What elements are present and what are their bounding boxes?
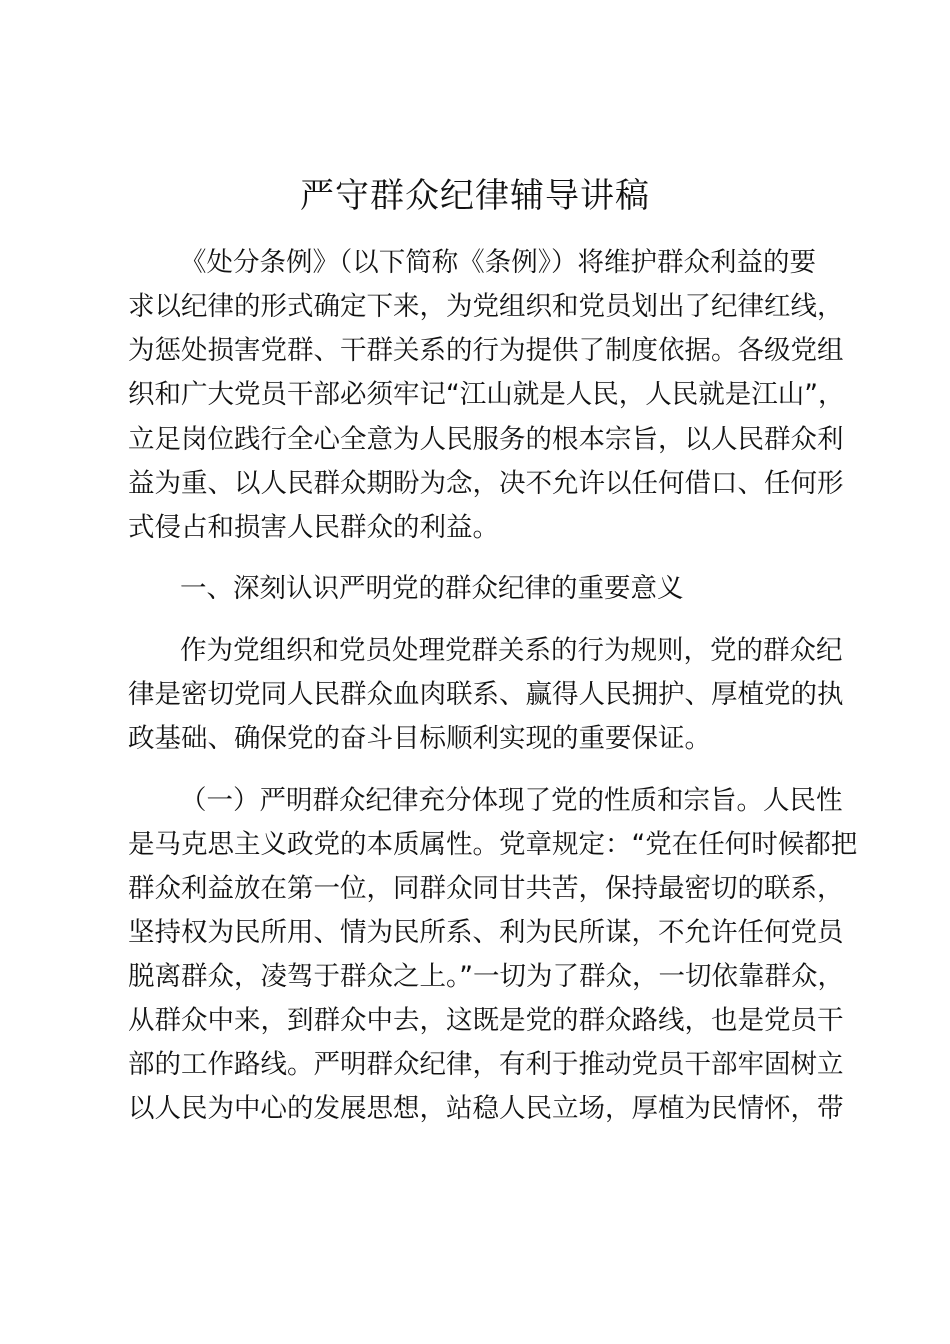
paragraph-3-line-4: 坚持权为民所用、情为民所系、利为民所谋，不允许任何党员 — [128, 917, 844, 948]
paragraph-3-line-8: 以人民为中心的发展思想，站稳人民立场，厚植为民情怀，带 — [128, 1093, 844, 1124]
section-heading-1: 一、深刻认识严明党的群众纪律的重要意义 — [180, 573, 684, 604]
paragraph-1-line-7: 式侵占和损害人民群众的利益。 — [128, 512, 499, 543]
paragraph-3-line-2: 是马克思主义政党的本质属性。党章规定：“党在任何时候都把 — [128, 829, 858, 860]
paragraph-1-line-6: 益为重、以人民群众期盼为念，决不允许以任何借口、任何形 — [128, 468, 844, 499]
paragraph-3-line-3: 群众利益放在第一位，同群众同甘共苦，保持最密切的联系， — [128, 873, 844, 904]
paragraph-3-line-6: 从群众中来，到群众中去，这既是党的群众路线，也是党员干 — [128, 1005, 844, 1036]
paragraph-3-line-1: （一）严明群众纪律充分体现了党的性质和宗旨。人民性 — [180, 785, 843, 816]
paragraph-2-line-2: 律是密切党同人民群众血肉联系、赢得人民拥护、厚植党的执 — [128, 679, 844, 710]
paragraph-1-line-2: 求以纪律的形式确定下来，为党组织和党员划出了纪律红线， — [128, 291, 844, 322]
paragraph-2-line-1: 作为党组织和党员处理党群关系的行为规则，党的群众纪 — [180, 635, 843, 666]
paragraph-1-line-4: 织和广大党员干部必须牢记“江山就是人民，人民就是江山”， — [128, 379, 845, 410]
paragraph-2-line-3: 政基础、确保党的奋斗目标顺利实现的重要保证。 — [128, 723, 711, 754]
paragraph-3-line-5: 脱离群众，凌驾于群众之上。”一切为了群众，一切依靠群众， — [128, 961, 844, 992]
document-title: 严守群众纪律辅导讲稿 — [300, 176, 650, 216]
paragraph-1-line-5: 立足岗位践行全心全意为人民服务的根本宗旨，以人民群众利 — [128, 424, 844, 455]
paragraph-3-line-7: 部的工作路线。严明群众纪律，有利于推动党员干部牢固树立 — [128, 1049, 844, 1080]
paragraph-1-line-1: 《处分条例》（以下简称《条例》）将维护群众利益的要 — [180, 247, 816, 278]
paragraph-1-line-3: 为惩处损害党群、干群关系的行为提供了制度依据。各级党组 — [128, 335, 844, 366]
